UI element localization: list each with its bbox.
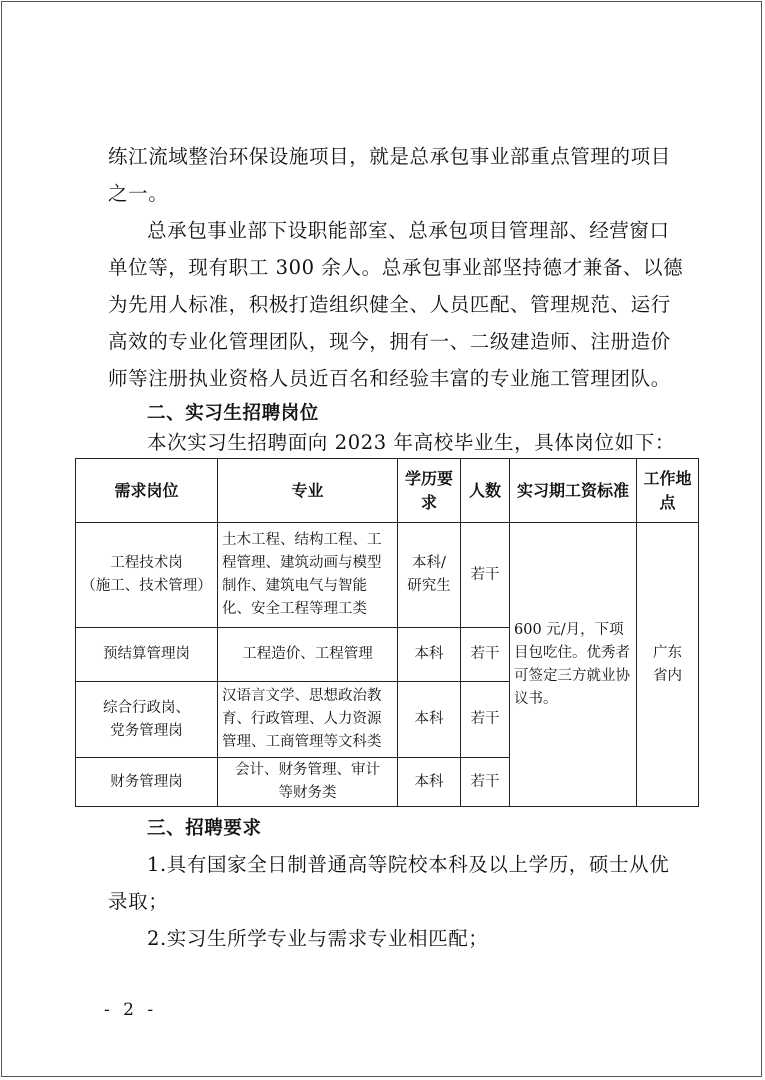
paragraph-line: 练江流域整治环保设施项目，就是总承包事业部重点管理的项目: [108, 145, 671, 168]
major-cell: 工程造价、工程管理: [218, 628, 398, 682]
header-position: 需求岗位: [76, 459, 218, 523]
education-cell: 本科: [398, 758, 461, 807]
position-cell: 综合行政岗、 党务管理岗: [76, 682, 218, 758]
table-header-row: [76, 459, 699, 523]
major-cell: 会计、财务管理、审计等财务类: [218, 758, 398, 807]
location-cell: 广东省内: [637, 523, 699, 807]
header-count: 人数: [461, 459, 510, 523]
paragraph-line: 师等注册执业资格人员近百名和经验丰富的专业施工管理团队。: [108, 367, 671, 390]
education-cell: 本科: [398, 682, 461, 758]
education-cell: 本科/ 研究生: [398, 523, 461, 628]
paragraph-line: 为先用人标准，积极打造组织健全、人员匹配、管理规范、运行: [108, 293, 671, 316]
position-cell: 财务管理岗: [76, 758, 218, 807]
education-cell: 本科: [398, 628, 461, 682]
paragraph-line: 1.具有国家全日制普通高等院校本科及以上学历，硕士从优: [147, 853, 670, 876]
major-cell: 汉语言文学、思想政治教育、行政管理、人力资源管理、工商管理等文科类: [218, 682, 398, 758]
section-heading: 三、招聘要求: [147, 818, 262, 839]
count-cell: 若干: [461, 628, 510, 682]
paragraph-line: 之一。: [108, 182, 169, 205]
paragraph-line: 2.实习生所学专业与需求专业相匹配；: [147, 927, 489, 950]
table-row: [76, 523, 699, 628]
salary-cell: 600 元/月，下项目包吃住。优秀者可签定三方就业协议书。: [510, 523, 637, 807]
positions-table: [75, 458, 699, 807]
position-cell: 工程技术岗 （施工、技术管理）: [76, 523, 218, 628]
header-location: 工作地点: [637, 459, 699, 523]
major-cell: 土木工程、结构工程、工程管理、建筑动画与模型制作、建筑电气与智能化、安全工程等理工类: [218, 523, 398, 628]
paragraph-line: 总承包事业部下设职能部室、总承包项目管理部、经营窗口: [147, 219, 670, 242]
paragraph-line: 单位等，现有职工 300 余人。总承包事业部坚持德才兼备、以德: [108, 256, 684, 279]
count-cell: 若干: [461, 758, 510, 807]
header-salary: 实习期工资标准: [510, 459, 637, 523]
page-number: - 2 -: [104, 1000, 158, 1020]
paragraph-line: 录取；: [108, 890, 169, 913]
paragraph-line: 高效的专业化管理团队，现今，拥有一、二级建造师、注册造价: [108, 330, 671, 353]
count-cell: 若干: [461, 682, 510, 758]
position-cell: 预结算管理岗: [76, 628, 218, 682]
header-major: 专业: [218, 459, 398, 523]
count-cell: 若干: [461, 523, 510, 628]
paragraph-line: 本次实习生招聘面向 2023 年高校毕业生，具体岗位如下：: [147, 431, 675, 454]
header-education: 学历要求: [398, 459, 461, 523]
section-heading: 二、实习生招聘岗位: [147, 403, 319, 424]
